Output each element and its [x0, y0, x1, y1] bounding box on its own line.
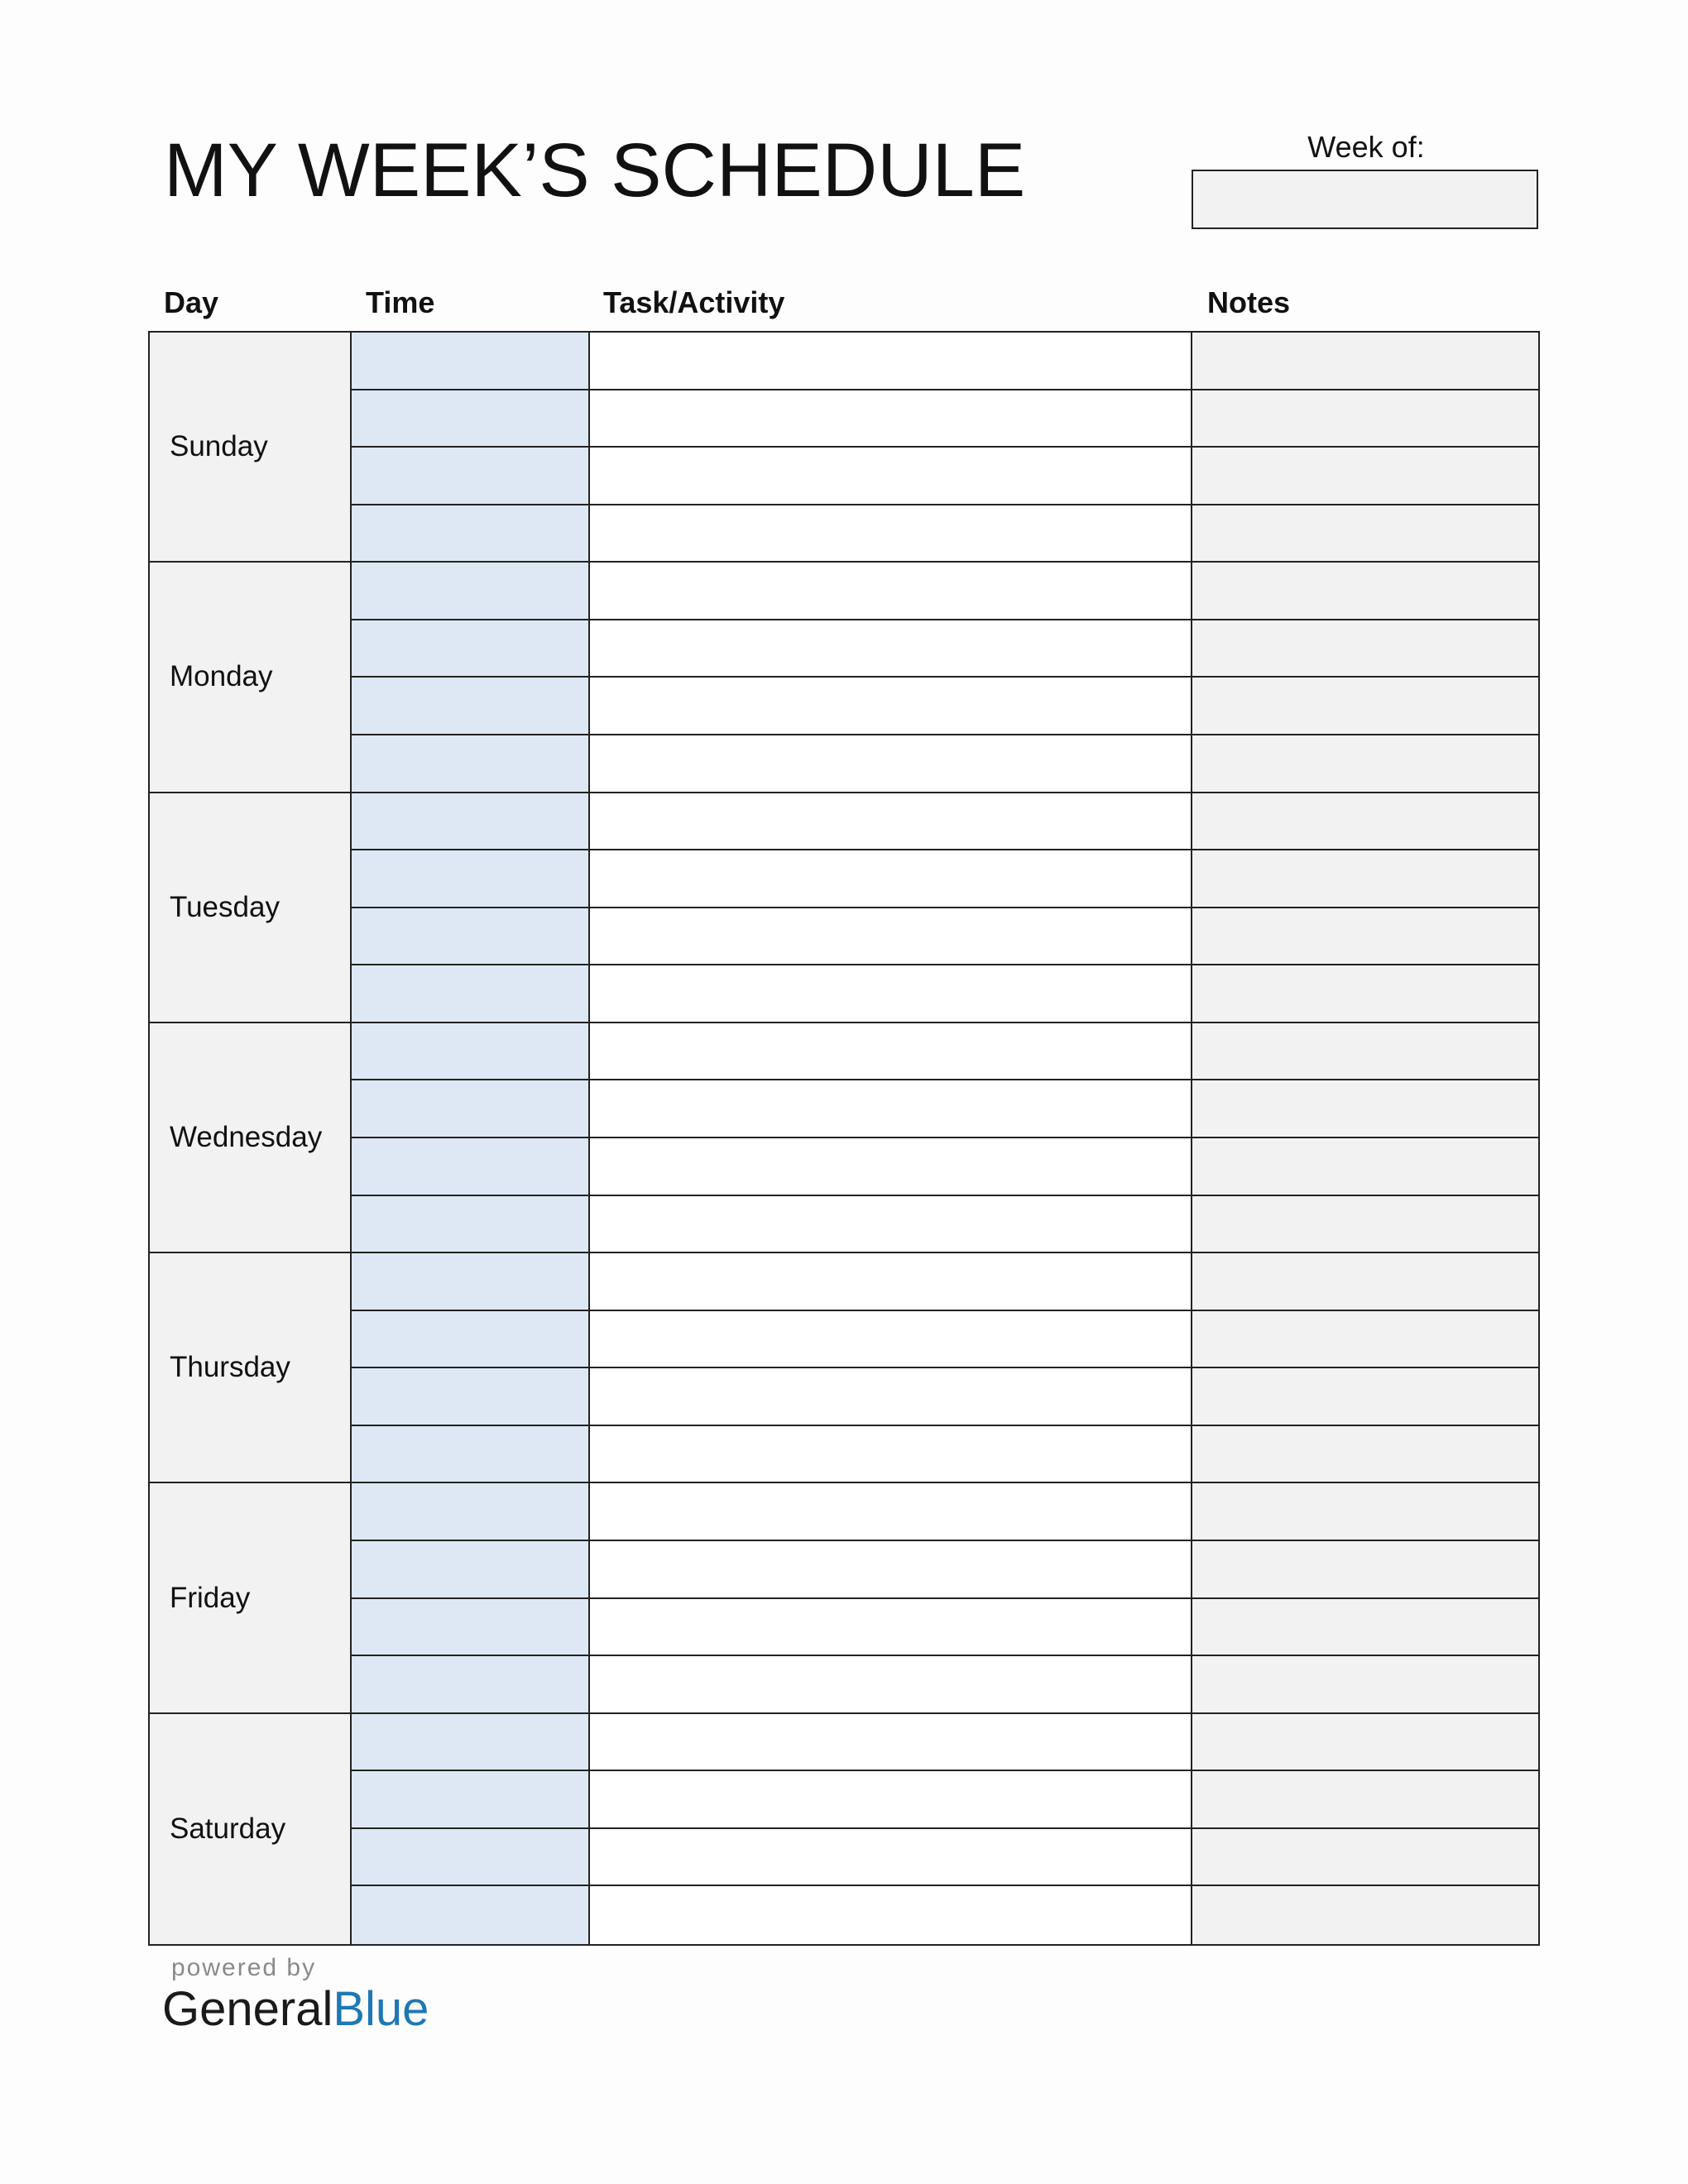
day-cell-friday	[150, 1483, 352, 1713]
notes-field[interactable]	[1192, 620, 1538, 678]
notes-field[interactable]	[1192, 1483, 1538, 1541]
notes-field[interactable]	[1192, 390, 1538, 448]
notes-field[interactable]	[1192, 1138, 1538, 1196]
notes-field[interactable]	[1192, 1886, 1538, 1944]
day-cell-saturday	[150, 1714, 352, 1944]
time-slot-field[interactable]	[352, 390, 590, 448]
time-slot-field[interactable]	[352, 1541, 590, 1599]
day-label: Friday	[170, 1581, 251, 1614]
brand-logo-general: General	[162, 1982, 333, 2036]
time-slot-field[interactable]	[352, 1714, 590, 1772]
task-field[interactable]	[590, 1368, 1192, 1426]
notes-field[interactable]	[1192, 563, 1538, 620]
header-notes: Notes	[1207, 285, 1291, 319]
week-of-field[interactable]	[1192, 170, 1538, 229]
time-slot-field[interactable]	[352, 1311, 590, 1369]
notes-field[interactable]	[1192, 1771, 1538, 1829]
notes-field[interactable]	[1192, 850, 1538, 908]
time-slot-field[interactable]	[352, 1138, 590, 1196]
day-label: Thursday	[170, 1351, 290, 1384]
notes-field[interactable]	[1192, 448, 1538, 505]
column-headers	[0, 285, 1688, 327]
brand-logo-blue: Blue	[333, 1982, 429, 2036]
notes-field[interactable]	[1192, 678, 1538, 735]
week-of-label: Week of:	[1307, 130, 1425, 164]
header-time: Time	[366, 285, 435, 319]
day-cell-thursday	[150, 1253, 352, 1483]
time-slot-field[interactable]	[352, 1426, 590, 1484]
brand-logo	[162, 1982, 429, 2036]
notes-field[interactable]	[1192, 1426, 1538, 1484]
task-field[interactable]	[590, 850, 1192, 908]
time-slot-field[interactable]	[352, 505, 590, 563]
notes-field[interactable]	[1192, 1656, 1538, 1714]
task-field[interactable]	[590, 793, 1192, 851]
day-label: Wednesday	[170, 1120, 323, 1153]
day-cell-wednesday	[150, 1023, 352, 1253]
task-field[interactable]	[590, 620, 1192, 678]
task-field[interactable]	[590, 448, 1192, 505]
task-field[interactable]	[590, 1829, 1192, 1887]
time-slot-field[interactable]	[352, 1023, 590, 1081]
time-slot-field[interactable]	[352, 678, 590, 735]
time-slot-field[interactable]	[352, 1368, 590, 1426]
page-title: MY WEEK’S SCHEDULE	[164, 128, 1026, 213]
day-cell-tuesday	[150, 793, 352, 1023]
day-cell-sunday	[150, 333, 352, 563]
time-slot-field[interactable]	[352, 333, 590, 390]
day-label: Monday	[170, 660, 273, 693]
time-slot-field[interactable]	[352, 563, 590, 620]
task-field[interactable]	[590, 965, 1192, 1023]
notes-field[interactable]	[1192, 965, 1538, 1023]
task-field[interactable]	[590, 390, 1192, 448]
time-slot-field[interactable]	[352, 620, 590, 678]
time-slot-field[interactable]	[352, 1253, 590, 1311]
task-field[interactable]	[590, 563, 1192, 620]
task-field[interactable]	[590, 735, 1192, 793]
task-field[interactable]	[590, 1023, 1192, 1081]
task-field[interactable]	[590, 678, 1192, 735]
header-task: Task/Activity	[603, 285, 785, 319]
task-field[interactable]	[590, 1771, 1192, 1829]
time-slot-field[interactable]	[352, 850, 590, 908]
task-field[interactable]	[590, 908, 1192, 966]
task-field[interactable]	[590, 1138, 1192, 1196]
day-label: Tuesday	[170, 890, 280, 923]
time-slot-field[interactable]	[352, 1599, 590, 1657]
notes-field[interactable]	[1192, 333, 1538, 390]
notes-field[interactable]	[1192, 1599, 1538, 1657]
time-slot-field[interactable]	[352, 448, 590, 505]
task-field[interactable]	[590, 1080, 1192, 1138]
task-field[interactable]	[590, 1656, 1192, 1714]
task-field[interactable]	[590, 1311, 1192, 1369]
notes-field[interactable]	[1192, 908, 1538, 966]
schedule-table	[148, 331, 1540, 1946]
header-day: Day	[164, 285, 219, 319]
notes-field[interactable]	[1192, 1196, 1538, 1254]
day-label: Sunday	[170, 430, 268, 463]
task-field[interactable]	[590, 505, 1192, 563]
notes-field[interactable]	[1192, 1829, 1538, 1887]
time-slot-field[interactable]	[352, 793, 590, 851]
notes-field[interactable]	[1192, 1023, 1538, 1081]
notes-field[interactable]	[1192, 1311, 1538, 1369]
notes-field[interactable]	[1192, 505, 1538, 563]
notes-field[interactable]	[1192, 1714, 1538, 1772]
time-slot-field[interactable]	[352, 1080, 590, 1138]
notes-field[interactable]	[1192, 1080, 1538, 1138]
notes-field[interactable]	[1192, 1253, 1538, 1311]
time-slot-field[interactable]	[352, 965, 590, 1023]
task-field[interactable]	[590, 1714, 1192, 1772]
task-field[interactable]	[590, 1541, 1192, 1599]
notes-field[interactable]	[1192, 1368, 1538, 1426]
time-slot-field[interactable]	[352, 1483, 590, 1541]
task-field[interactable]	[590, 1599, 1192, 1657]
time-slot-field[interactable]	[352, 908, 590, 966]
time-slot-field[interactable]	[352, 735, 590, 793]
task-field[interactable]	[590, 333, 1192, 390]
powered-by-text: powered by	[171, 1954, 317, 1981]
time-slot-field[interactable]	[352, 1196, 590, 1254]
task-field[interactable]	[590, 1426, 1192, 1484]
notes-field[interactable]	[1192, 735, 1538, 793]
notes-field[interactable]	[1192, 793, 1538, 851]
task-field[interactable]	[590, 1483, 1192, 1541]
task-field[interactable]	[590, 1886, 1192, 1944]
time-slot-field[interactable]	[352, 1656, 590, 1714]
time-slot-field[interactable]	[352, 1886, 590, 1944]
notes-field[interactable]	[1192, 1541, 1538, 1599]
time-slot-field[interactable]	[352, 1771, 590, 1829]
day-label: Saturday	[170, 1812, 286, 1845]
time-slot-field[interactable]	[352, 1829, 590, 1887]
task-field[interactable]	[590, 1196, 1192, 1254]
task-field[interactable]	[590, 1253, 1192, 1311]
day-cell-monday	[150, 563, 352, 793]
